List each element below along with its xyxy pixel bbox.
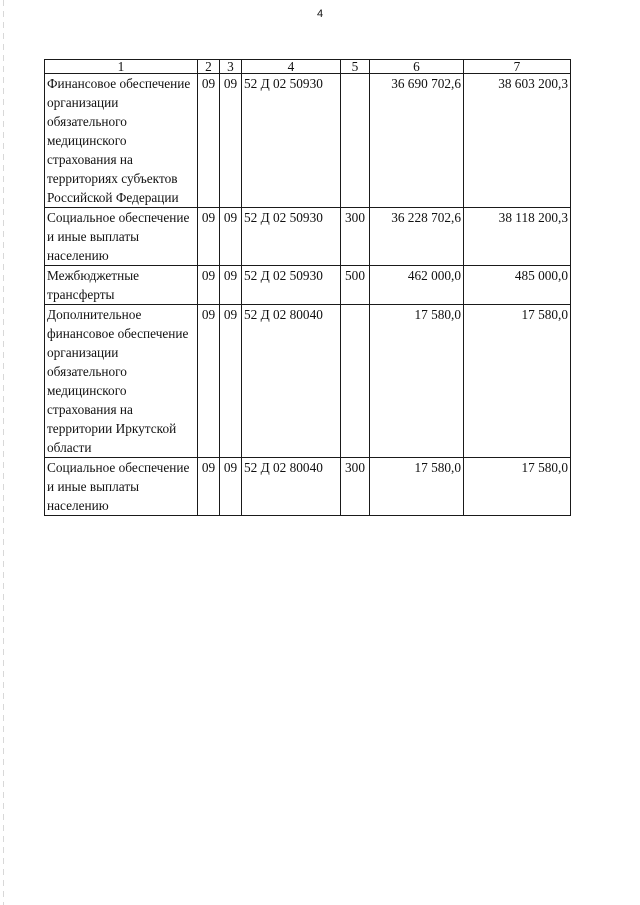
row-name: Финансовое обеспечение организации обязательного медицинского страхования на территориях субъектов Российской Федерации xyxy=(45,74,198,208)
row-name: Дополнительное финансовое обеспечение организации обязательного медицинского страхования на территории Иркутской области xyxy=(45,305,198,458)
row-expense-type: 300 xyxy=(341,458,370,516)
row-amount-1: 36 690 702,6 xyxy=(370,74,464,208)
row-section: 09 xyxy=(198,266,220,305)
header-col-6: 6 xyxy=(370,60,464,74)
row-amount-1: 17 580,0 xyxy=(370,458,464,516)
header-col-1: 1 xyxy=(45,60,198,74)
row-amount-1: 17 580,0 xyxy=(370,305,464,458)
header-col-7: 7 xyxy=(464,60,571,74)
row-subsection: 09 xyxy=(220,266,242,305)
scan-edge-artifact xyxy=(3,0,4,905)
budget-table xyxy=(44,59,571,516)
header-row xyxy=(45,60,571,74)
row-amount-1: 462 000,0 xyxy=(370,266,464,305)
row-target-code: 52 Д 02 50930 xyxy=(242,208,341,266)
header-col-2: 2 xyxy=(198,60,220,74)
row-target-code: 52 Д 02 50930 xyxy=(242,74,341,208)
row-target-code: 52 Д 02 80040 xyxy=(242,458,341,516)
row-target-code: 52 Д 02 50930 xyxy=(242,266,341,305)
table-row xyxy=(45,305,571,458)
row-expense-type: 500 xyxy=(341,266,370,305)
row-expense-type xyxy=(341,74,370,208)
row-amount-2: 485 000,0 xyxy=(464,266,571,305)
table-row xyxy=(45,74,571,208)
table-row xyxy=(45,208,571,266)
row-name: Межбюджетные трансферты xyxy=(45,266,198,305)
row-expense-type: 300 xyxy=(341,208,370,266)
table-row xyxy=(45,266,571,305)
row-target-code: 52 Д 02 80040 xyxy=(242,305,341,458)
header-col-5: 5 xyxy=(341,60,370,74)
row-section: 09 xyxy=(198,208,220,266)
row-section: 09 xyxy=(198,305,220,458)
page-number: 4 xyxy=(316,8,324,20)
row-section: 09 xyxy=(198,74,220,208)
table-row xyxy=(45,458,571,516)
row-amount-1: 36 228 702,6 xyxy=(370,208,464,266)
row-name: Социальное обеспечение и иные выплаты населению xyxy=(45,208,198,266)
row-expense-type xyxy=(341,305,370,458)
row-subsection: 09 xyxy=(220,74,242,208)
row-subsection: 09 xyxy=(220,305,242,458)
row-amount-2: 38 603 200,3 xyxy=(464,74,571,208)
row-subsection: 09 xyxy=(220,458,242,516)
row-amount-2: 38 118 200,3 xyxy=(464,208,571,266)
row-amount-2: 17 580,0 xyxy=(464,458,571,516)
row-section: 09 xyxy=(198,458,220,516)
header-col-3: 3 xyxy=(220,60,242,74)
row-amount-2: 17 580,0 xyxy=(464,305,571,458)
header-col-4: 4 xyxy=(242,60,341,74)
row-name: Социальное обеспечение и иные выплаты населению xyxy=(45,458,198,516)
row-subsection: 09 xyxy=(220,208,242,266)
